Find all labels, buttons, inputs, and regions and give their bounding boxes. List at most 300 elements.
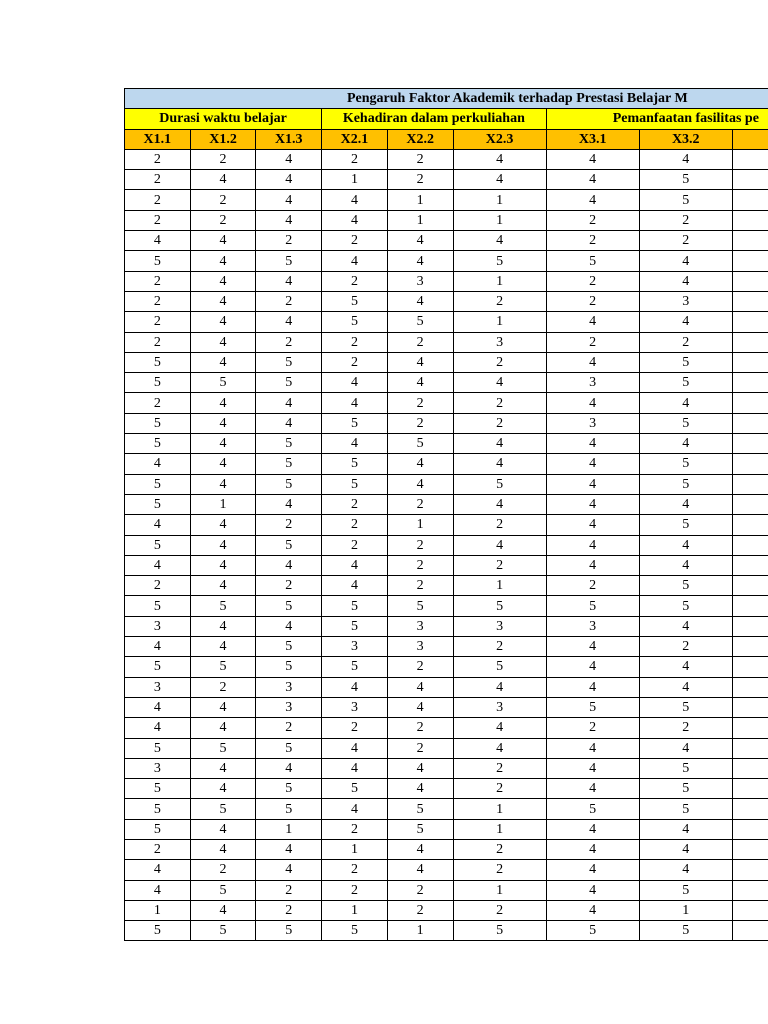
table-cell[interactable]: 2 — [387, 332, 453, 352]
table-cell[interactable]: 3 — [125, 758, 191, 778]
table-cell[interactable]: 5 — [639, 779, 732, 799]
table-cell[interactable]: 4 — [546, 758, 639, 778]
table-cell[interactable]: 5 — [639, 474, 732, 494]
group-header-durasi[interactable]: Durasi waktu belajar — [125, 109, 322, 129]
table-cell[interactable]: 4 — [387, 454, 453, 474]
table-cell[interactable]: 2 — [387, 738, 453, 758]
table-cell[interactable]: 5 — [322, 291, 388, 311]
table-cell[interactable]: 5 — [256, 637, 322, 657]
table-cell[interactable]: 5 — [639, 799, 732, 819]
table-cell[interactable]: 4 — [387, 231, 453, 251]
table-cell-empty[interactable] — [732, 515, 768, 535]
table-cell[interactable]: 5 — [256, 434, 322, 454]
table-cell[interactable]: 5 — [546, 799, 639, 819]
table-cell[interactable]: 2 — [387, 555, 453, 575]
table-cell[interactable]: 4 — [190, 413, 256, 433]
table-cell[interactable]: 4 — [639, 434, 732, 454]
table-cell[interactable]: 5 — [639, 170, 732, 190]
table-cell[interactable]: 4 — [453, 738, 546, 758]
table-cell[interactable]: 4 — [190, 555, 256, 575]
table-cell[interactable]: 2 — [190, 190, 256, 210]
table-cell[interactable]: 5 — [190, 921, 256, 941]
table-cell[interactable]: 2 — [190, 210, 256, 230]
table-cell[interactable]: 5 — [256, 251, 322, 271]
table-cell[interactable]: 4 — [125, 231, 191, 251]
table-cell[interactable]: 4 — [322, 190, 388, 210]
table-cell[interactable]: 4 — [125, 637, 191, 657]
table-cell[interactable]: 2 — [453, 637, 546, 657]
table-cell[interactable]: 2 — [546, 210, 639, 230]
table-cell[interactable]: 2 — [190, 860, 256, 880]
table-cell[interactable]: 4 — [322, 393, 388, 413]
table-cell[interactable]: 5 — [322, 596, 388, 616]
table-cell[interactable]: 4 — [256, 616, 322, 636]
table-cell[interactable]: 5 — [639, 697, 732, 717]
table-cell[interactable]: 2 — [453, 515, 546, 535]
table-cell[interactable]: 4 — [546, 434, 639, 454]
table-cell[interactable]: 5 — [322, 657, 388, 677]
table-cell[interactable]: 1 — [453, 210, 546, 230]
table-cell[interactable]: 2 — [256, 515, 322, 535]
table-cell[interactable]: 2 — [387, 170, 453, 190]
table-cell[interactable]: 2 — [453, 291, 546, 311]
table-cell[interactable]: 2 — [453, 779, 546, 799]
table-cell-empty[interactable] — [732, 332, 768, 352]
table-cell-empty[interactable] — [732, 373, 768, 393]
table-cell[interactable]: 5 — [256, 799, 322, 819]
table-cell[interactable]: 4 — [256, 170, 322, 190]
table-cell[interactable]: 1 — [453, 799, 546, 819]
table-cell[interactable]: 4 — [190, 352, 256, 372]
table-cell[interactable]: 4 — [190, 312, 256, 332]
table-cell[interactable]: 2 — [387, 413, 453, 433]
table-cell-empty[interactable] — [732, 758, 768, 778]
table-cell-empty[interactable] — [732, 860, 768, 880]
column-header[interactable]: X1.3 — [256, 129, 322, 149]
table-cell[interactable]: 4 — [387, 758, 453, 778]
table-cell-empty[interactable] — [732, 677, 768, 697]
table-cell[interactable]: 4 — [639, 738, 732, 758]
table-cell[interactable]: 2 — [453, 393, 546, 413]
table-cell[interactable]: 4 — [190, 779, 256, 799]
table-cell[interactable]: 3 — [322, 637, 388, 657]
table-cell[interactable]: 5 — [125, 251, 191, 271]
column-header[interactable]: X3.2 — [639, 129, 732, 149]
table-cell[interactable]: 4 — [256, 312, 322, 332]
table-cell-empty[interactable] — [732, 434, 768, 454]
table-cell[interactable]: 5 — [639, 515, 732, 535]
table-cell[interactable]: 4 — [546, 149, 639, 169]
table-cell-empty[interactable] — [732, 839, 768, 859]
table-cell[interactable]: 4 — [125, 860, 191, 880]
table-cell-empty[interactable] — [732, 779, 768, 799]
table-cell[interactable]: 5 — [190, 799, 256, 819]
table-cell[interactable]: 5 — [453, 251, 546, 271]
table-cell[interactable]: 4 — [639, 677, 732, 697]
table-cell[interactable]: 2 — [256, 900, 322, 920]
table-cell[interactable]: 2 — [322, 860, 388, 880]
table-cell[interactable]: 4 — [639, 312, 732, 332]
table-cell[interactable]: 5 — [639, 880, 732, 900]
table-cell[interactable]: 5 — [322, 454, 388, 474]
table-cell[interactable]: 4 — [190, 291, 256, 311]
table-cell[interactable]: 4 — [639, 555, 732, 575]
table-cell[interactable]: 1 — [453, 880, 546, 900]
table-cell[interactable]: 2 — [546, 231, 639, 251]
table-cell[interactable]: 4 — [546, 860, 639, 880]
table-cell[interactable]: 4 — [546, 637, 639, 657]
table-cell[interactable]: 5 — [256, 779, 322, 799]
table-cell[interactable]: 3 — [453, 616, 546, 636]
table-cell[interactable]: 4 — [453, 434, 546, 454]
table-cell-empty[interactable] — [732, 799, 768, 819]
table-cell[interactable]: 4 — [256, 839, 322, 859]
column-header[interactable]: X2.1 — [322, 129, 388, 149]
table-cell[interactable]: 4 — [387, 373, 453, 393]
table-cell[interactable]: 4 — [639, 271, 732, 291]
table-cell[interactable]: 3 — [256, 697, 322, 717]
table-cell[interactable]: 4 — [190, 474, 256, 494]
table-cell[interactable]: 3 — [453, 332, 546, 352]
table-cell[interactable]: 5 — [322, 413, 388, 433]
table-cell[interactable]: 4 — [322, 677, 388, 697]
table-cell[interactable]: 1 — [453, 271, 546, 291]
table-cell[interactable]: 4 — [546, 515, 639, 535]
table-cell[interactable]: 1 — [387, 921, 453, 941]
table-cell[interactable]: 2 — [256, 332, 322, 352]
table-title[interactable]: Pengaruh Faktor Akademik terhadap Prestasi Belajar M — [125, 89, 768, 109]
table-cell[interactable]: 1 — [190, 494, 256, 514]
table-cell[interactable]: 4 — [453, 170, 546, 190]
table-cell[interactable]: 5 — [546, 697, 639, 717]
table-cell[interactable]: 2 — [387, 880, 453, 900]
table-cell[interactable]: 2 — [125, 190, 191, 210]
table-cell[interactable]: 4 — [546, 352, 639, 372]
table-cell[interactable]: 5 — [322, 921, 388, 941]
table-cell[interactable]: 1 — [453, 576, 546, 596]
table-cell[interactable]: 4 — [546, 738, 639, 758]
table-cell[interactable]: 2 — [190, 677, 256, 697]
column-header[interactable]: X3.1 — [546, 129, 639, 149]
table-cell[interactable]: 5 — [256, 373, 322, 393]
table-cell[interactable]: 1 — [322, 839, 388, 859]
table-cell[interactable]: 4 — [322, 555, 388, 575]
table-cell[interactable]: 4 — [256, 555, 322, 575]
table-cell[interactable]: 5 — [256, 454, 322, 474]
table-cell[interactable]: 4 — [190, 454, 256, 474]
table-cell[interactable]: 3 — [322, 697, 388, 717]
table-cell[interactable]: 4 — [639, 819, 732, 839]
table-cell[interactable]: 2 — [546, 332, 639, 352]
table-cell[interactable]: 4 — [453, 373, 546, 393]
table-cell[interactable]: 5 — [256, 352, 322, 372]
table-cell[interactable]: 4 — [639, 616, 732, 636]
table-cell[interactable]: 4 — [190, 616, 256, 636]
table-cell[interactable]: 5 — [125, 799, 191, 819]
table-cell[interactable]: 5 — [256, 657, 322, 677]
table-cell[interactable]: 4 — [546, 190, 639, 210]
table-cell[interactable]: 5 — [125, 819, 191, 839]
table-cell[interactable]: 4 — [190, 170, 256, 190]
table-cell[interactable]: 4 — [190, 839, 256, 859]
table-cell[interactable]: 4 — [190, 819, 256, 839]
table-cell-empty[interactable] — [732, 393, 768, 413]
table-cell[interactable]: 4 — [256, 149, 322, 169]
table-cell[interactable]: 4 — [190, 251, 256, 271]
table-cell[interactable]: 4 — [546, 819, 639, 839]
table-cell[interactable]: 4 — [546, 535, 639, 555]
table-cell[interactable]: 4 — [453, 231, 546, 251]
table-cell[interactable]: 2 — [453, 839, 546, 859]
table-cell[interactable]: 5 — [125, 779, 191, 799]
table-cell[interactable]: 5 — [256, 921, 322, 941]
column-header[interactable]: X2.2 — [387, 129, 453, 149]
table-cell[interactable]: 4 — [190, 758, 256, 778]
table-cell[interactable]: 2 — [256, 718, 322, 738]
table-cell[interactable]: 5 — [190, 596, 256, 616]
table-cell[interactable]: 4 — [546, 312, 639, 332]
table-cell[interactable]: 5 — [322, 616, 388, 636]
table-cell-empty[interactable] — [732, 616, 768, 636]
table-cell[interactable]: 2 — [125, 332, 191, 352]
table-cell[interactable]: 4 — [322, 210, 388, 230]
table-cell-empty[interactable] — [732, 738, 768, 758]
table-cell[interactable]: 2 — [190, 149, 256, 169]
table-cell[interactable]: 4 — [387, 779, 453, 799]
table-cell[interactable]: 4 — [453, 454, 546, 474]
table-cell[interactable]: 4 — [190, 393, 256, 413]
table-cell[interactable]: 2 — [125, 393, 191, 413]
table-cell[interactable]: 1 — [453, 190, 546, 210]
table-cell[interactable]: 4 — [387, 697, 453, 717]
table-cell[interactable]: 3 — [546, 373, 639, 393]
table-cell[interactable]: 5 — [639, 454, 732, 474]
table-cell[interactable]: 4 — [546, 170, 639, 190]
table-cell[interactable]: 2 — [453, 860, 546, 880]
table-cell[interactable]: 4 — [322, 799, 388, 819]
table-cell[interactable]: 2 — [387, 149, 453, 169]
table-cell[interactable]: 5 — [387, 312, 453, 332]
table-cell[interactable]: 4 — [387, 291, 453, 311]
table-cell[interactable]: 4 — [546, 393, 639, 413]
table-cell[interactable]: 4 — [639, 149, 732, 169]
table-cell[interactable]: 2 — [639, 231, 732, 251]
table-cell-empty[interactable] — [732, 170, 768, 190]
table-cell[interactable]: 5 — [639, 596, 732, 616]
table-cell[interactable]: 2 — [125, 839, 191, 859]
table-cell[interactable]: 2 — [125, 312, 191, 332]
table-cell[interactable]: 4 — [256, 494, 322, 514]
table-cell-empty[interactable] — [732, 494, 768, 514]
table-cell[interactable]: 3 — [387, 637, 453, 657]
table-cell[interactable]: 5 — [322, 312, 388, 332]
table-cell[interactable]: 5 — [639, 413, 732, 433]
table-cell[interactable]: 2 — [322, 494, 388, 514]
table-cell[interactable]: 1 — [387, 210, 453, 230]
table-cell[interactable]: 5 — [125, 535, 191, 555]
table-cell[interactable]: 3 — [125, 677, 191, 697]
table-cell[interactable]: 4 — [387, 839, 453, 859]
table-cell[interactable]: 4 — [256, 393, 322, 413]
column-header-empty[interactable] — [732, 129, 768, 149]
table-cell[interactable]: 3 — [125, 616, 191, 636]
table-cell-empty[interactable] — [732, 190, 768, 210]
table-cell[interactable]: 4 — [322, 738, 388, 758]
table-cell-empty[interactable] — [732, 900, 768, 920]
table-cell[interactable]: 2 — [387, 494, 453, 514]
table-cell[interactable]: 5 — [256, 738, 322, 758]
table-cell[interactable]: 1 — [453, 819, 546, 839]
table-cell[interactable]: 2 — [639, 637, 732, 657]
table-cell[interactable]: 5 — [322, 779, 388, 799]
table-cell[interactable]: 2 — [453, 900, 546, 920]
table-cell[interactable]: 1 — [322, 900, 388, 920]
table-cell[interactable]: 4 — [546, 880, 639, 900]
table-cell[interactable]: 5 — [322, 474, 388, 494]
table-cell[interactable]: 2 — [322, 880, 388, 900]
table-cell[interactable]: 3 — [639, 291, 732, 311]
table-cell[interactable]: 2 — [387, 900, 453, 920]
table-cell[interactable]: 2 — [546, 271, 639, 291]
table-cell[interactable]: 5 — [387, 434, 453, 454]
table-cell[interactable]: 5 — [453, 921, 546, 941]
table-cell[interactable]: 5 — [125, 596, 191, 616]
table-cell[interactable]: 4 — [190, 718, 256, 738]
table-cell[interactable]: 2 — [125, 271, 191, 291]
table-cell[interactable]: 4 — [256, 210, 322, 230]
table-cell[interactable]: 4 — [546, 779, 639, 799]
table-cell[interactable]: 5 — [125, 738, 191, 758]
table-cell[interactable]: 5 — [125, 352, 191, 372]
table-cell-empty[interactable] — [732, 697, 768, 717]
table-cell-empty[interactable] — [732, 210, 768, 230]
table-cell[interactable]: 2 — [639, 210, 732, 230]
table-cell-empty[interactable] — [732, 596, 768, 616]
table-cell[interactable]: 4 — [639, 535, 732, 555]
table-cell[interactable]: 4 — [125, 880, 191, 900]
table-cell[interactable]: 4 — [190, 434, 256, 454]
table-cell[interactable]: 2 — [322, 271, 388, 291]
table-cell[interactable]: 5 — [125, 413, 191, 433]
table-cell[interactable]: 4 — [125, 718, 191, 738]
table-cell[interactable]: 4 — [190, 697, 256, 717]
table-cell[interactable]: 5 — [546, 251, 639, 271]
table-cell-empty[interactable] — [732, 657, 768, 677]
table-cell[interactable]: 4 — [546, 677, 639, 697]
table-cell[interactable]: 4 — [453, 149, 546, 169]
table-cell[interactable]: 4 — [322, 251, 388, 271]
table-cell[interactable]: 2 — [322, 718, 388, 738]
table-cell[interactable]: 1 — [639, 900, 732, 920]
table-cell[interactable]: 1 — [387, 190, 453, 210]
table-cell[interactable]: 5 — [125, 474, 191, 494]
table-cell[interactable]: 4 — [190, 900, 256, 920]
table-cell[interactable]: 1 — [256, 819, 322, 839]
table-cell[interactable]: 2 — [453, 413, 546, 433]
table-cell-empty[interactable] — [732, 535, 768, 555]
table-cell[interactable]: 5 — [453, 596, 546, 616]
group-header-kehadiran[interactable]: Kehadiran dalam perkuliahan — [322, 109, 547, 129]
table-cell[interactable]: 4 — [387, 474, 453, 494]
table-cell[interactable]: 2 — [387, 393, 453, 413]
table-cell[interactable]: 5 — [125, 494, 191, 514]
column-header[interactable]: X2.3 — [453, 129, 546, 149]
table-cell[interactable]: 2 — [256, 576, 322, 596]
table-cell-empty[interactable] — [732, 454, 768, 474]
table-cell[interactable]: 4 — [125, 454, 191, 474]
table-cell[interactable]: 4 — [190, 231, 256, 251]
table-cell[interactable]: 4 — [125, 515, 191, 535]
table-cell[interactable]: 5 — [387, 799, 453, 819]
table-cell[interactable]: 2 — [546, 291, 639, 311]
table-cell[interactable]: 4 — [639, 393, 732, 413]
table-cell[interactable]: 5 — [639, 190, 732, 210]
table-cell[interactable]: 4 — [453, 677, 546, 697]
table-cell[interactable]: 4 — [387, 677, 453, 697]
table-cell[interactable]: 4 — [387, 860, 453, 880]
table-cell[interactable]: 4 — [190, 637, 256, 657]
table-cell[interactable]: 5 — [387, 596, 453, 616]
table-cell[interactable]: 4 — [546, 839, 639, 859]
table-cell[interactable]: 4 — [453, 718, 546, 738]
column-header[interactable]: X1.2 — [190, 129, 256, 149]
table-cell-empty[interactable] — [732, 413, 768, 433]
table-cell[interactable]: 4 — [322, 576, 388, 596]
table-cell-empty[interactable] — [732, 149, 768, 169]
table-cell[interactable]: 1 — [322, 170, 388, 190]
table-cell[interactable]: 4 — [125, 555, 191, 575]
table-cell[interactable]: 5 — [639, 373, 732, 393]
table-cell-empty[interactable] — [732, 921, 768, 941]
table-cell[interactable]: 2 — [125, 170, 191, 190]
table-cell[interactable]: 2 — [125, 576, 191, 596]
table-cell-empty[interactable] — [732, 718, 768, 738]
table-cell[interactable]: 2 — [322, 332, 388, 352]
table-cell[interactable]: 4 — [190, 332, 256, 352]
table-cell[interactable]: 5 — [190, 738, 256, 758]
table-cell[interactable]: 2 — [387, 535, 453, 555]
table-cell[interactable]: 2 — [453, 555, 546, 575]
table-cell[interactable]: 2 — [125, 291, 191, 311]
table-cell[interactable]: 2 — [322, 352, 388, 372]
table-cell[interactable]: 5 — [256, 596, 322, 616]
table-cell[interactable]: 4 — [546, 494, 639, 514]
table-cell[interactable]: 4 — [322, 373, 388, 393]
table-cell[interactable]: 5 — [190, 373, 256, 393]
table-cell[interactable]: 2 — [256, 291, 322, 311]
table-cell[interactable]: 2 — [256, 231, 322, 251]
table-cell[interactable]: 2 — [546, 576, 639, 596]
table-cell[interactable]: 4 — [387, 352, 453, 372]
table-cell[interactable]: 4 — [546, 474, 639, 494]
table-cell[interactable]: 3 — [256, 677, 322, 697]
table-cell-empty[interactable] — [732, 231, 768, 251]
table-cell[interactable]: 2 — [322, 231, 388, 251]
table-cell[interactable]: 2 — [125, 210, 191, 230]
table-cell[interactable]: 2 — [387, 657, 453, 677]
table-cell[interactable]: 4 — [256, 413, 322, 433]
table-cell[interactable]: 3 — [387, 616, 453, 636]
table-cell-empty[interactable] — [732, 576, 768, 596]
table-cell-empty[interactable] — [732, 474, 768, 494]
table-cell[interactable]: 2 — [639, 332, 732, 352]
table-cell[interactable]: 2 — [639, 718, 732, 738]
table-cell[interactable]: 2 — [387, 718, 453, 738]
table-cell[interactable]: 4 — [546, 555, 639, 575]
table-cell[interactable]: 2 — [256, 880, 322, 900]
table-cell[interactable]: 4 — [190, 515, 256, 535]
table-cell[interactable]: 1 — [453, 312, 546, 332]
